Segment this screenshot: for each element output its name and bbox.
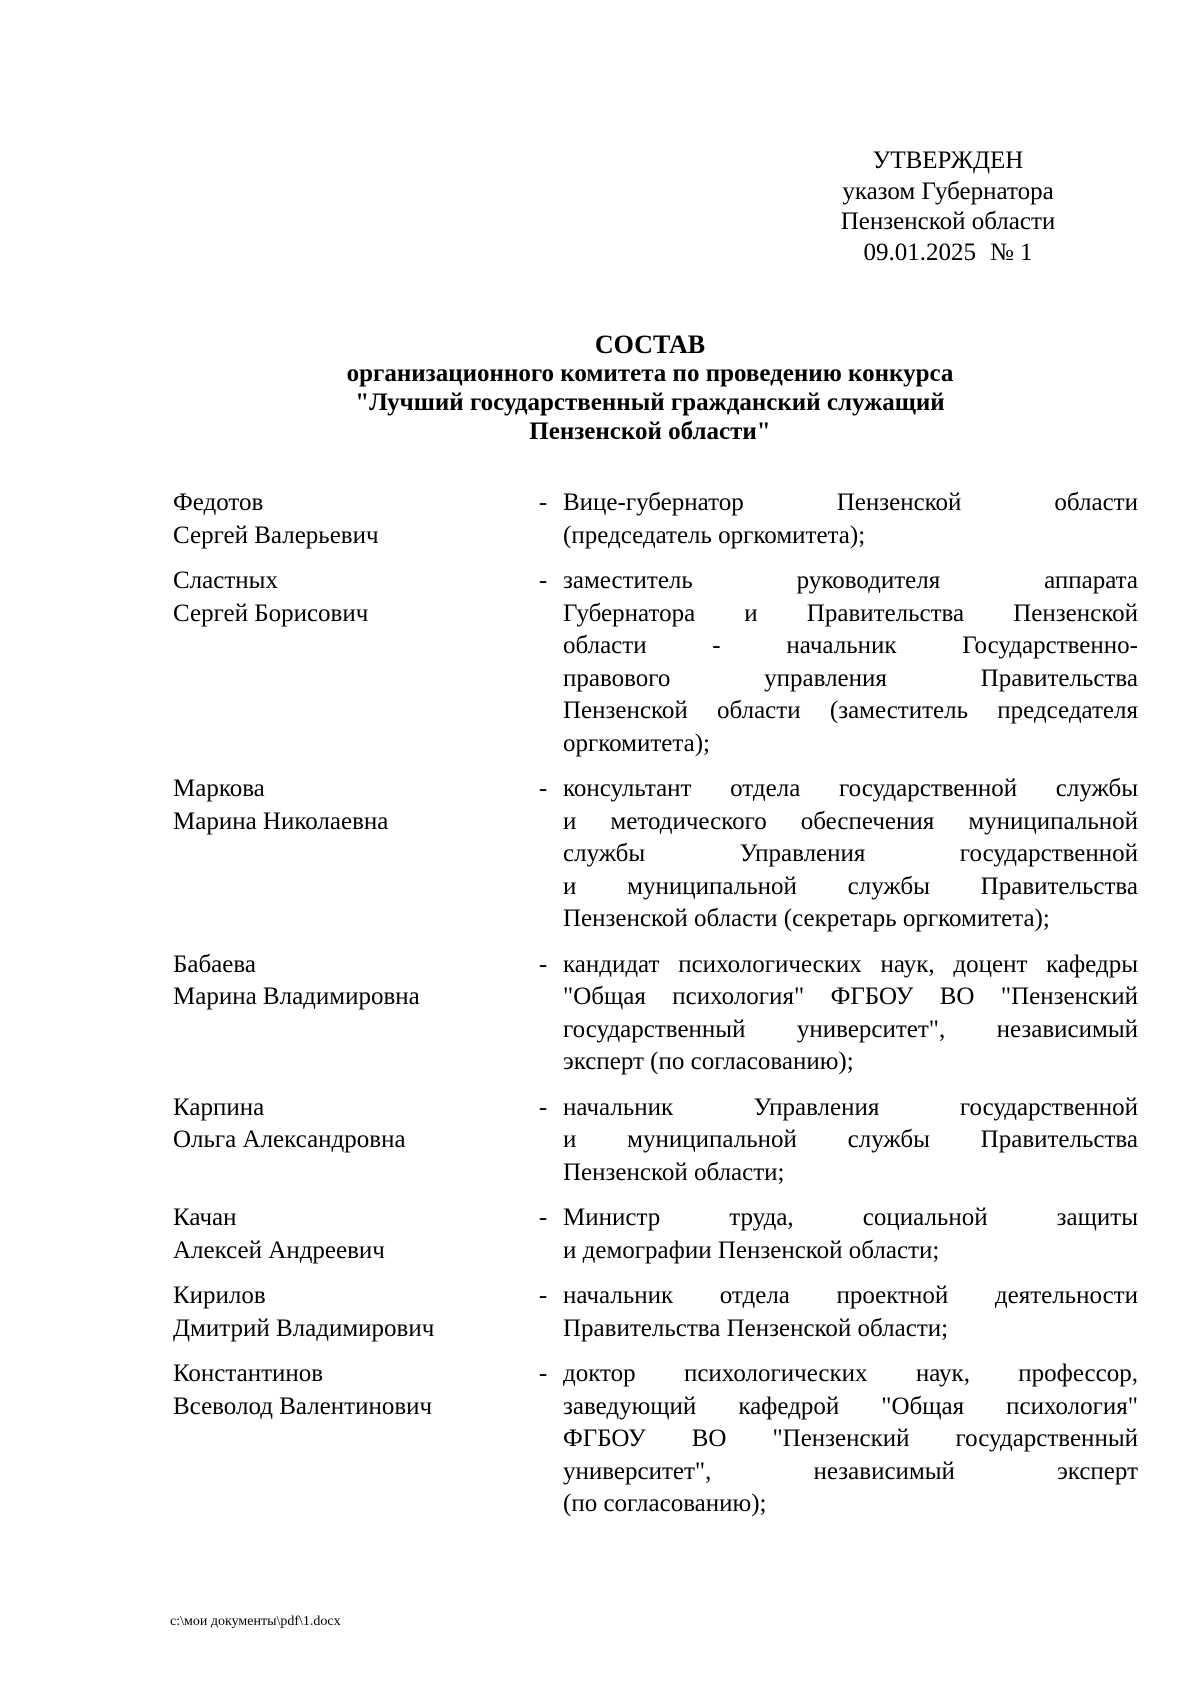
member-role-line: службы Управления государственной <box>563 840 1138 867</box>
member-role-line: университет", независимый эксперт <box>563 1457 1138 1485</box>
member-surname: Качан <box>173 1204 237 1231</box>
member-role-line: заместитель руководителя аппарата <box>563 567 1138 594</box>
member-surname: Федотов <box>173 489 264 516</box>
member-role-line: правового управления Правительства <box>563 664 1138 692</box>
member-surname: Карпина <box>173 1093 265 1121</box>
member-role-line: Правительства Пензенской области; <box>563 1314 949 1342</box>
document-heading <box>200 330 1100 446</box>
member-role <box>563 565 1138 760</box>
member-role-line: Пензенской области; <box>563 1158 785 1186</box>
member-role-line: эксперт (по согласованию); <box>563 1048 854 1075</box>
member-given-names: Алексей Андреевич <box>173 1236 385 1264</box>
approval-issuer: указом Губернатора <box>842 177 1054 205</box>
member-surname: Кирилов <box>173 1282 266 1309</box>
member-given-names: Всеволод Валентинович <box>173 1392 433 1420</box>
member-dash: - <box>538 1360 548 1387</box>
members-list <box>173 487 1138 1534</box>
approval-block <box>808 146 1088 268</box>
approval-region: Пензенской области <box>840 208 1056 235</box>
member-role <box>563 487 1138 552</box>
member-role-line: кандидат психологических наук, доцент кафедры <box>563 950 1138 978</box>
member-dash: - <box>538 775 548 802</box>
member-row <box>173 1202 1138 1267</box>
approval-number: № 1 <box>989 238 1033 266</box>
member-role <box>563 1092 1138 1190</box>
member-role <box>563 1358 1138 1521</box>
member-role-line: Пензенской области (секретарь оргкомитета); <box>563 905 1050 932</box>
document-title: СОСТАВ <box>594 330 706 359</box>
heading-line-2: организационного комитета по проведению конкурса <box>346 360 954 387</box>
file-path-footer: c:\мои документы\pdf\1.docx <box>170 1614 341 1629</box>
member-name <box>173 949 523 1079</box>
member-dash: - <box>538 950 548 978</box>
member-role-line: и демографии Пензенской области; <box>563 1236 940 1264</box>
member-given-names: Марина Николаевна <box>173 807 389 835</box>
approval-date: 09.01.2025 <box>863 238 976 266</box>
member-surname: Константинов <box>173 1360 324 1387</box>
member-name <box>173 1202 523 1267</box>
member-role <box>563 949 1138 1079</box>
member-given-names: Сергей Валерьевич <box>173 521 379 549</box>
member-given-names: Дмитрий Владимирович <box>173 1314 435 1342</box>
member-row <box>173 949 1138 1079</box>
member-name <box>173 1092 523 1190</box>
member-given-names: Сергей Борисович <box>173 599 369 627</box>
member-row <box>173 773 1138 936</box>
member-role <box>563 773 1138 936</box>
member-row <box>173 1092 1138 1190</box>
member-role-line: доктор психологических наук, профессор, <box>563 1360 1138 1387</box>
heading-line-4: Пензенской области" <box>529 418 771 445</box>
member-surname: Бабаева <box>173 950 256 978</box>
member-role-line: Пензенской области (заместитель председателя <box>563 697 1138 724</box>
member-role-line: (председатель оргкомитета); <box>563 521 866 549</box>
member-role-line: Вице-губернатор Пензенской области <box>563 489 1138 516</box>
member-role-line: и методического обеспечения муниципальной <box>563 807 1138 835</box>
member-role-line: Министр труда, социальной защиты <box>563 1204 1138 1231</box>
member-role <box>563 1202 1138 1267</box>
member-role-line: начальник Управления государственной <box>563 1093 1138 1121</box>
member-dash: - <box>538 1093 548 1121</box>
member-given-names: Марина Владимировна <box>173 983 420 1010</box>
member-role <box>563 1280 1138 1345</box>
member-role-line: и муниципальной службы Правительства <box>563 1126 1138 1153</box>
member-role-line: консультант отдела государственной службы <box>563 775 1138 802</box>
heading-line-3: "Лучший государственный гражданский служащий <box>355 389 945 416</box>
member-name <box>173 1358 523 1521</box>
member-name <box>173 565 523 760</box>
member-row <box>173 565 1138 760</box>
member-role-line: и муниципальной службы Правительства <box>563 872 1138 900</box>
member-role-line: (по согласованию); <box>563 1490 767 1517</box>
member-role-line: государственный университет", независимый <box>563 1015 1138 1043</box>
member-role-line: области - начальник Государственно- <box>563 632 1138 659</box>
member-role-line: заведующий кафедрой "Общая психология" <box>563 1392 1138 1420</box>
member-role-line: начальник отдела проектной деятельности <box>563 1282 1138 1309</box>
member-role-line: Губернатора и Правительства Пензенской <box>563 599 1138 627</box>
member-row <box>173 1280 1138 1345</box>
member-name <box>173 487 523 552</box>
member-role-line: "Общая психология" ФГБОУ ВО "Пензенский <box>563 983 1138 1010</box>
member-surname: Маркова <box>173 775 265 802</box>
member-dash: - <box>538 567 548 594</box>
member-dash: - <box>538 1282 548 1309</box>
member-role-line: оргкомитета); <box>563 729 710 757</box>
member-name <box>173 1280 523 1345</box>
member-role-line: ФГБОУ ВО "Пензенский государственный <box>563 1425 1138 1452</box>
approval-status: УТВЕРЖДЕН <box>872 147 1024 174</box>
member-dash: - <box>538 1204 548 1231</box>
member-name <box>173 773 523 936</box>
approval-date-number <box>808 238 1088 269</box>
member-dash: - <box>538 489 548 516</box>
member-given-names: Ольга Александровна <box>173 1126 406 1153</box>
member-surname: Сластных <box>173 567 278 594</box>
member-row <box>173 1358 1138 1521</box>
member-row <box>173 487 1138 552</box>
